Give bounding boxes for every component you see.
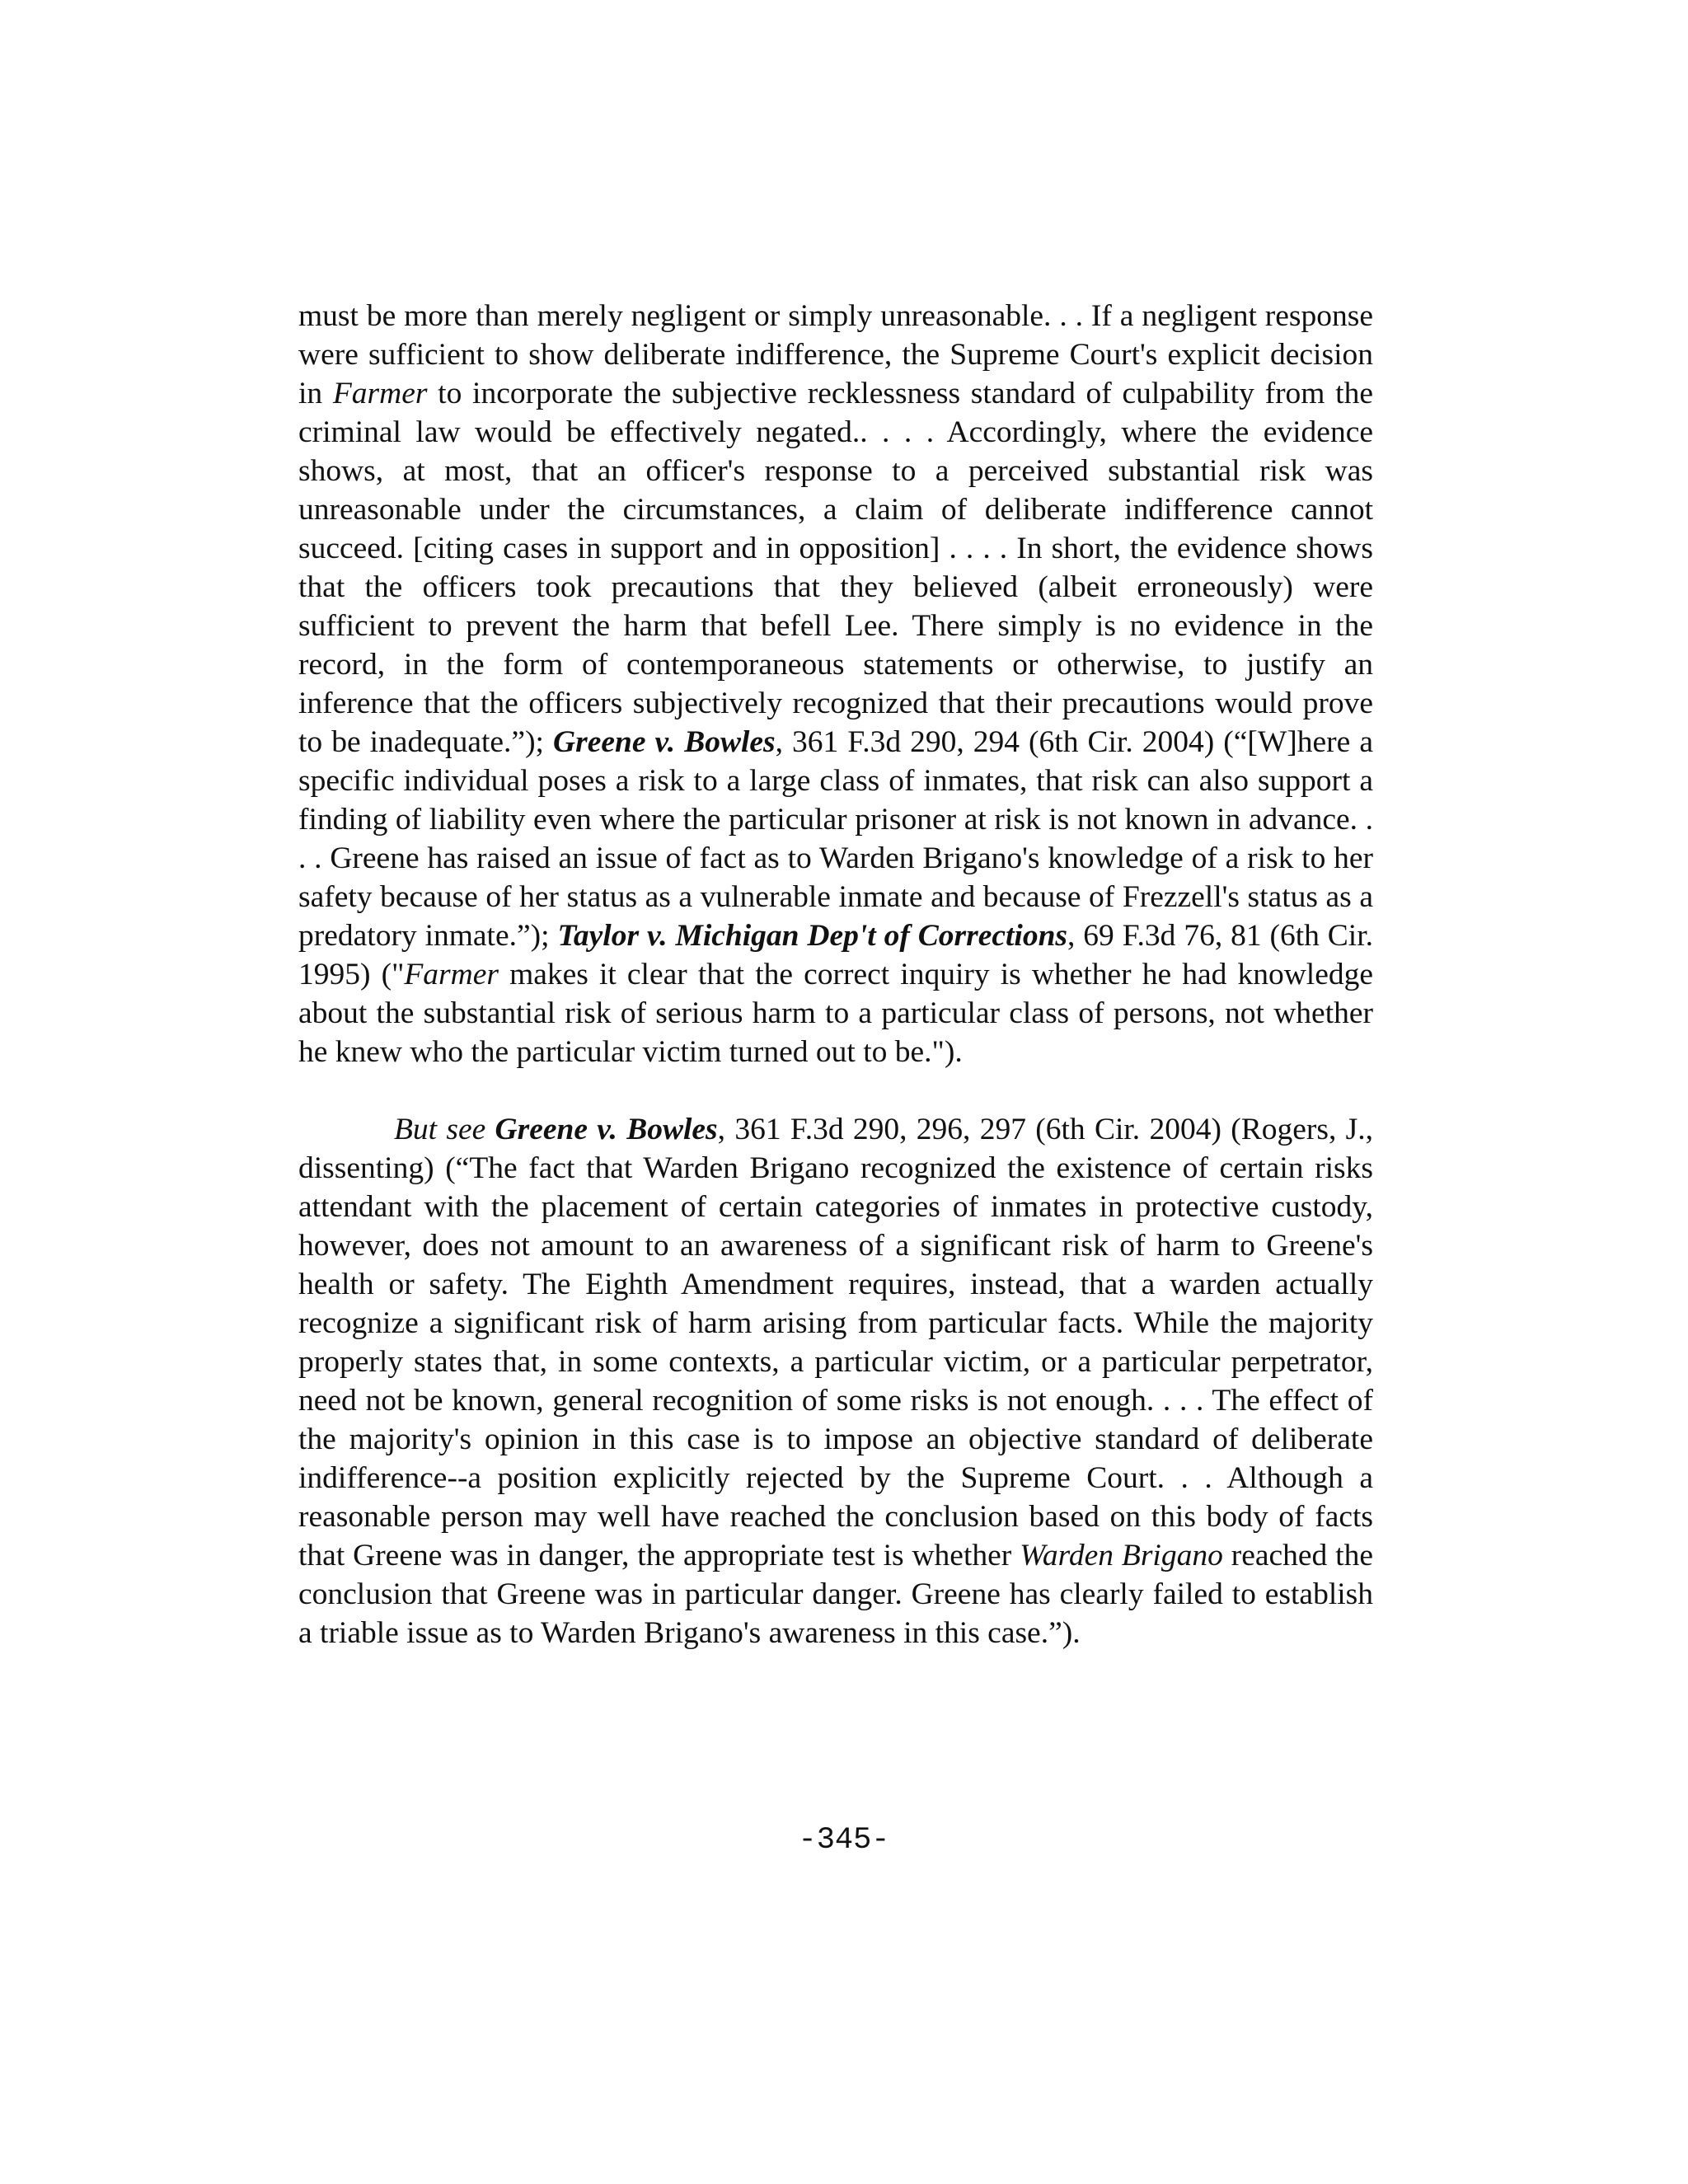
text-run: must be more than merely negligent or simply unreasonable. . . If a negligent response were sufficient to show deliberate indifference, the Supreme Court's explicit decision in [298,299,1373,410]
case-citation-greene: Greene v. Bowles [553,725,776,759]
case-citation-greene-dissent: Greene v. Bowles [495,1113,718,1146]
text-run: , 361 F.3d 290, 296, 297 (6th Cir. 2004) (Rogers, J., dissenting) (“The fact that Warden Brigano recognized the existence of certain risks attendant with the placement of certain categories of inmates in protective custody, however, does not amount to an awareness of a significant risk of harm to Greene's health or safety. The Eighth Amendment requires, instead, that a warden actually recognize a significant risk of harm arising from particular facts. While the majority properly states that, in some contexts, a particular victim, or a particular perpetrator, need not be known, general recognition of some risks is not enough. . . . The effect of the majority's opinion in this case is to impose an objective standard of deliberate indifference--a position explicitly rejected by the Supreme Court. . . Although a reasonable person may well have reached the conclusion based on this body of facts that Greene was in danger, the appropriate test is whether [298,1113,1373,1572]
body-text [298,297,1373,1652]
text-run: reached the conclusion that Greene was in particular danger. Greene has clearly failed to establish a triable issue as to Warden Brigano's awareness in this case.”). [298,1539,1373,1650]
case-name-italic: Farmer [332,377,428,410]
paragraph-but-see [298,1110,1373,1652]
text-run [485,1113,495,1146]
text-run: makes it clear that the correct inquiry is whether he had knowledge about the substantial risk of serious harm to a particular class of persons, not whether he knew who the particular victim turned out to be."). [298,958,1373,1069]
emphasis-italic: Warden Brigano [1020,1539,1223,1572]
text-run: , 361 F.3d 290, 294 (6th Cir. 2004) (“[W]here a specific individual poses a risk to a large class of inmates, that risk can also support a finding of liability even where the particular prisoner at risk is not known in advance. . . . Greene has raised an issue of fact as to Warden Brigano's knowledge of a risk to her safety because of her status as a vulnerable inmate and because of Frezzell's status as a predatory inmate.”); [298,725,1374,953]
citation-signal: But see [394,1113,486,1146]
page-number: -345- [798,1823,890,1858]
case-citation-taylor: Taylor v. Michigan Dep't of Corrections [557,919,1068,953]
paragraph-continued [298,297,1373,1071]
text-run: to incorporate the subjective recklessness standard of culpability from the criminal law would be effectively negated.. . . . Accordingly, where the evidence shows, at most, that an officer's response to a perceived substantial risk was unreasonable under the circumstances, a claim of deliberate indifference cannot succeed. [citing cases in support and in opposition] . . . . In short, the evidence shows that the officers took precautions that they believed (albeit erroneously) were sufficient to prevent the harm that befell Lee. There simply is no evidence in the record, in the form of contemporaneous statements or otherwise, to justify an inference that the officers subjectively recognized that their precautions would prove to be inadequate.”); [298,377,1373,759]
text-run: , 69 F.3d 76, 81 (6th Cir. 1995) (" [298,919,1373,991]
case-name-italic: Farmer [404,958,499,991]
